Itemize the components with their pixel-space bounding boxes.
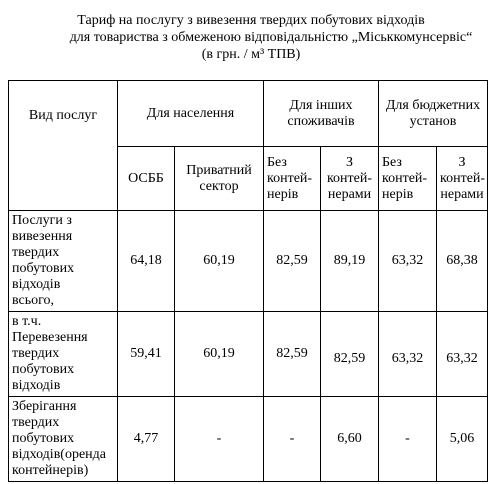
cell-budget-with: 5,06	[437, 397, 488, 482]
cell-other-with: 6,60	[321, 397, 379, 482]
cell-osbb: 59,41	[118, 312, 175, 397]
header-row-1	[9, 81, 488, 147]
table-row	[9, 211, 488, 312]
cell-budget-with: 63,32	[437, 312, 488, 397]
header-other-with-containers: З контей- нерами	[321, 147, 379, 211]
row-label: в т.ч. Перевезення твердих побутових відходів	[9, 312, 118, 397]
tariff-table	[8, 80, 488, 482]
header-private-sector: Приватний сектор	[175, 147, 264, 211]
header-other-consumers: Для інших споживачів	[264, 81, 379, 147]
header-budget-institutions: Для бюджетних установ	[379, 81, 488, 147]
document-title	[0, 12, 502, 63]
cell-budget-without: 63,32	[379, 312, 437, 397]
header-budget-with-containers: З контей- нерами	[437, 147, 488, 211]
title-line-2: для товариства з обмеженою відповідальністю „Міськкомунсервіс“	[69, 30, 473, 45]
header-budget-without-containers: Без контей- нерів	[379, 147, 437, 211]
table-row	[9, 312, 488, 397]
cell-other-without: 82,59	[264, 211, 321, 312]
cell-other-with: 82,59	[321, 312, 379, 397]
cell-private: 60,19	[175, 211, 264, 312]
cell-private: -	[175, 397, 264, 482]
table-row	[9, 397, 488, 482]
cell-budget-without: 63,32	[379, 211, 437, 312]
cell-other-without: -	[264, 397, 321, 482]
cell-private: 60,19	[175, 312, 264, 397]
cell-osbb: 64,18	[118, 211, 175, 312]
title-line-1: Тариф на послугу з вивезення твердих побутових відходів	[77, 13, 425, 28]
cell-budget-with: 68,38	[437, 211, 488, 312]
cell-other-without: 82,59	[264, 312, 321, 397]
row-label: Послуги з вивезення твердих побутових відходів всього,	[9, 211, 118, 312]
row-label: Зберігання твердих побутових відходів(оренда контейнерів)	[9, 397, 118, 482]
header-osbb: ОСББ	[118, 147, 175, 211]
header-other-without-containers: Без контей- нерів	[264, 147, 321, 211]
cell-osbb: 4,77	[118, 397, 175, 482]
header-population: Для населення	[118, 81, 264, 147]
header-service-type: Вид послуг	[9, 81, 118, 211]
title-line-3: (в грн. / м³ ТПВ)	[201, 47, 301, 62]
cell-budget-without: -	[379, 397, 437, 482]
cell-other-with: 89,19	[321, 211, 379, 312]
